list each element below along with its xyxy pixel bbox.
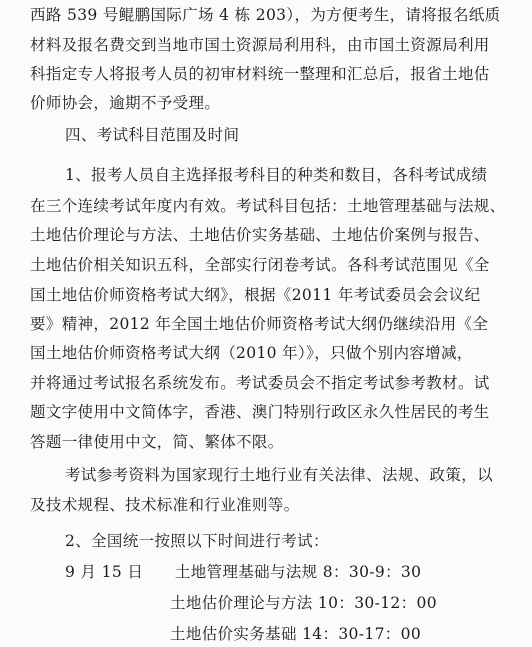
- section-heading: 四、考试科目范围及时间: [65, 126, 240, 144]
- text-line: 材料及报名费交到当地市国土资源局利用科，由市国土资源局利用: [30, 36, 490, 54]
- text-line: 要》精神，2012 年全国土地估价师资格考试大纲仍继续沿用《全: [30, 315, 489, 333]
- text-line: 1、报考人员自主选择报考科目的种类和数目，各科考试成绩: [65, 166, 488, 184]
- text-line: 土地估价相关知识五科，全部实行闭卷考试。各科考试范围见《全: [30, 256, 490, 274]
- text-line: 答题一律使用中文，简、繁体不限。: [30, 433, 284, 451]
- schedule-line: 土地估价理论与方法 10：30-12：00: [170, 594, 437, 612]
- text-line: 西路 539 号鲲鹏国际广场 4 栋 203），为方便考生，请将报名纸质: [30, 6, 501, 24]
- text-line: 国土地估价师资格考试大纲》，根据《2011 年考试委员会会议纪: [30, 286, 481, 304]
- text-line: 及技术规程、技术标准和行业准则等。: [30, 496, 300, 514]
- text-line: 国土地估价师资格考试大纲（2010 年）》，只做个别内容增减，: [30, 344, 473, 362]
- schedule-line: 9 月 15 日 土地管理基础与法规 8：30-9：30: [65, 563, 422, 581]
- text-line: 题文字使用中文简体字，香港、澳门特别行政区永久性居民的考生: [30, 403, 490, 421]
- text-line: 在三个连续考试年度内有效。考试科目包括：土地管理基础与法规、: [30, 197, 506, 215]
- text-line: 价师协会，逾期不予受理。: [30, 94, 221, 112]
- text-line: 2、全国统一按照以下时间进行考试：: [65, 532, 329, 550]
- text-line: 土地估价理论与方法、土地估价实务基础、土地估价案例与报告、: [30, 226, 490, 244]
- text-line: 考试参考资料为国家现行土地行业有关法律、法规、政策，以: [65, 466, 493, 484]
- schedule-line: 土地估价实务基础 14：30-17：00: [170, 625, 422, 643]
- text-line: 并将通过考试报名系统发布。考试委员会不指定考试参考教材。试: [30, 374, 490, 392]
- text-line: 科指定专人将报考人员的初审材料统一整理和汇总后，报省土地估: [30, 65, 490, 83]
